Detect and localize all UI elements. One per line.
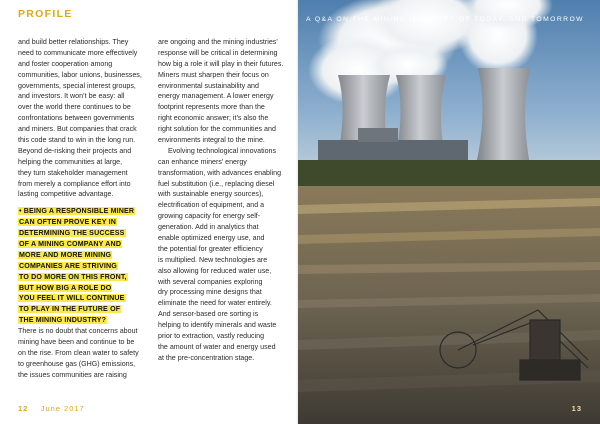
text-line: confrontations between governments — [18, 114, 135, 123]
text-line: to greenhouse gas (GHG) emissions, — [18, 359, 136, 368]
article-title-header: A Q&A ON THE MINING INDUSTRY OF TODAY, AND TOMORROW — [306, 16, 584, 23]
text-line: with sustainable energy sources), — [158, 190, 264, 199]
text-line: generation. Add in analytics that — [158, 223, 259, 232]
issue-date: June 2017 — [40, 404, 85, 413]
text-line: also allowing for reduced water use, — [158, 266, 272, 275]
text-line: communities, labor unions, businesses, — [18, 70, 142, 79]
text-line: and miners. But companies that crack — [18, 125, 137, 134]
footer-left — [18, 404, 85, 413]
text-line: over the world there continues to be — [18, 103, 131, 112]
question-line-highlight — [18, 207, 135, 215]
text-line: the potential for greater efficiency — [158, 244, 263, 253]
right-page-photo — [298, 0, 600, 424]
text-line: can enhance miners’ energy — [158, 157, 247, 166]
mine-photo — [298, 0, 600, 424]
text-line: eliminate the need for water entirely. — [158, 299, 272, 308]
question-line: BEING A RESPONSIBLE MINER — [23, 207, 135, 216]
text-line: electrification of equipment, and a — [158, 201, 265, 210]
column1-paragraph — [18, 37, 154, 200]
text-line: is multiplied. New technologies are — [158, 255, 268, 264]
text-line: right solution for the communities and — [158, 125, 276, 134]
text-line: with several companies exploring — [158, 277, 263, 286]
text-line: and investors. It won’t be easy: all — [18, 92, 125, 101]
text-line: footprint represents more than the — [158, 103, 265, 112]
text-line: are ongoing and the mining industries’ — [158, 38, 278, 46]
text-line: this code stand to win in the long run. — [18, 136, 136, 145]
question-line: DETERMINING THE SUCCESS — [19, 229, 125, 238]
text-line: they turn stakeholder management — [18, 168, 128, 177]
question-line: TO PLAY IN THE FUTURE OF — [19, 305, 121, 314]
text-line: and foster cooperation among — [18, 59, 113, 68]
question-line: YOU FEEL IT WILL CONTINUE — [19, 294, 125, 303]
question-line: CAN OFTEN PROVE KEY IN — [19, 218, 116, 227]
left-page — [0, 0, 298, 424]
text-line: environmental sustainability and — [158, 81, 259, 90]
text-line: lasting competitive advantage. — [18, 190, 114, 199]
text-line: need to communicate more effectively — [18, 48, 138, 57]
text-line: environments integral to the mine. — [158, 136, 265, 145]
section-label: PROFILE — [18, 8, 73, 20]
question-line: COMPANIES ARE STRIVING — [19, 261, 117, 270]
page-number-left: 12 — [18, 404, 29, 413]
text-line: helping to identify minerals and waste — [158, 321, 277, 330]
text-line: fuel substitution (i.e., replacing diesel — [158, 179, 275, 188]
question-line: THE MINING INDUSTRY? — [19, 316, 107, 325]
text-line: at the pre-concentration stage. — [158, 353, 255, 362]
text-line: the amount of water and energy used — [158, 342, 276, 351]
text-line: There is no doubt that concerns about — [18, 327, 138, 336]
text-line: prior to extraction, vastly reducing — [158, 332, 265, 341]
text-line: And sensor-based ore sorting is — [158, 310, 259, 319]
text-line: Miners must sharpen their focus on — [158, 70, 269, 79]
text-line: mining have been and continue to be — [18, 338, 135, 347]
tree-line — [298, 160, 600, 190]
text-line: energy management. A lower energy — [158, 92, 274, 101]
question-line: TO DO MORE ON THIS FRONT, — [19, 272, 127, 281]
text-line: enable optimized energy use, and — [158, 234, 265, 243]
question-block — [18, 206, 154, 326]
text-column-1 — [18, 37, 154, 381]
page-number-right: 13 — [571, 404, 582, 413]
text-line: and build better relationships. They — [18, 38, 129, 46]
text-line: growing capacity for energy self- — [158, 212, 261, 221]
question-line: MORE AND MORE MINING — [19, 250, 112, 259]
column2-paragraph-1 — [158, 37, 294, 146]
column2-paragraph-2 — [158, 146, 294, 364]
text-line: transformation, with advances enabling — [158, 168, 282, 177]
text-line: response will be critical in determining — [158, 48, 278, 57]
question-bullet: • — [19, 207, 22, 216]
question-line: OF A MINING COMPANY AND — [19, 240, 122, 249]
text-line: Beyond de-risking their projects and — [18, 146, 132, 155]
text-line: the issues communities are raising — [18, 370, 127, 379]
text-column-2 — [158, 37, 294, 364]
text-line: helping the communities at large, — [18, 157, 123, 166]
text-line: Evolving technological innovations — [168, 146, 277, 155]
text-line: how big a role it will play in their futures. — [158, 59, 284, 68]
text-line: dry processing mine designs that — [158, 288, 262, 297]
answer-paragraph — [18, 326, 154, 380]
text-line: on the rise. From clean water to safety — [18, 348, 139, 357]
question-line: BUT HOW BIG A ROLE DO — [19, 283, 112, 292]
text-line: right economic answer; it’s also the — [158, 114, 269, 123]
text-line: from merely a compliance effort into — [18, 179, 131, 188]
text-line: governments, special interest groups, — [18, 81, 136, 90]
